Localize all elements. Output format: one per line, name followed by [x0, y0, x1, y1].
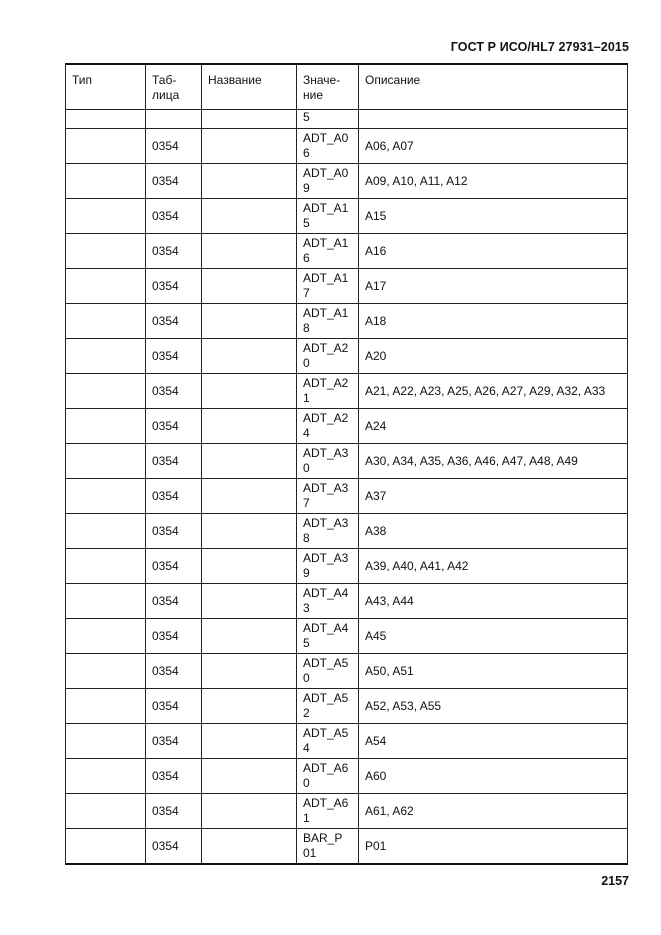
cell-name: [202, 269, 297, 304]
cell-table: 0354: [146, 619, 202, 654]
cell-description: A60: [359, 759, 628, 794]
cell-value: ADT_A3 9: [297, 549, 359, 584]
cell-name: [202, 619, 297, 654]
cell-value: ADT_A4 5: [297, 619, 359, 654]
cell-type: [66, 724, 146, 759]
column-header-table: Таб- лица: [146, 64, 202, 110]
cell-value: BAR_P 01: [297, 829, 359, 865]
cell-value: ADT_A6 1: [297, 794, 359, 829]
cell-type: [66, 339, 146, 374]
cell-value: ADT_A6 0: [297, 759, 359, 794]
codes-table: [65, 63, 628, 865]
table-row: [66, 164, 628, 199]
cell-description: A15: [359, 199, 628, 234]
cell-table: 0354: [146, 584, 202, 619]
cell-table: 0354: [146, 234, 202, 269]
cell-value: ADT_A2 4: [297, 409, 359, 444]
cell-table: 0354: [146, 549, 202, 584]
table-row: [66, 759, 628, 794]
cell-description: A52, A53, A55: [359, 689, 628, 724]
table-row: [66, 444, 628, 479]
table-row-continuation: [66, 110, 628, 129]
cell-type: [66, 269, 146, 304]
table-row: [66, 514, 628, 549]
cell-table: 0354: [146, 374, 202, 409]
cell-type: [66, 584, 146, 619]
page-number: 2157: [601, 874, 629, 888]
cell-description: A20: [359, 339, 628, 374]
cell-description: A24: [359, 409, 628, 444]
table-row: [66, 479, 628, 514]
cell-name: [202, 110, 297, 129]
cell-value: ADT_A2 0: [297, 339, 359, 374]
table-row: [66, 129, 628, 164]
cell-value: ADT_A5 4: [297, 724, 359, 759]
cell-value: ADT_A3 0: [297, 444, 359, 479]
cell-name: [202, 234, 297, 269]
cell-description: P01: [359, 829, 628, 865]
cell-table: [146, 110, 202, 129]
column-header-name: Название: [202, 64, 297, 110]
cell-name: [202, 164, 297, 199]
cell-type: [66, 549, 146, 584]
cell-table: 0354: [146, 829, 202, 865]
cell-description: A54: [359, 724, 628, 759]
cell-value: ADT_A3 7: [297, 479, 359, 514]
cell-description: [359, 110, 628, 129]
cell-name: [202, 479, 297, 514]
cell-name: [202, 339, 297, 374]
cell-type: [66, 654, 146, 689]
cell-type: [66, 479, 146, 514]
cell-description: A17: [359, 269, 628, 304]
cell-type: [66, 164, 146, 199]
cell-type: [66, 304, 146, 339]
table-row: [66, 549, 628, 584]
cell-table: 0354: [146, 654, 202, 689]
cell-type: [66, 829, 146, 865]
cell-type: [66, 234, 146, 269]
cell-description: A06, A07: [359, 129, 628, 164]
cell-name: [202, 199, 297, 234]
cell-type: [66, 374, 146, 409]
table-row: [66, 619, 628, 654]
cell-description: A39, A40, A41, A42: [359, 549, 628, 584]
table-row: [66, 304, 628, 339]
cell-table: 0354: [146, 409, 202, 444]
cell-description: A18: [359, 304, 628, 339]
cell-name: [202, 129, 297, 164]
cell-description: A21, A22, A23, A25, A26, A27, A29, A32, A33: [359, 374, 628, 409]
cell-name: [202, 829, 297, 865]
cell-type: [66, 759, 146, 794]
table-row: [66, 409, 628, 444]
cell-table: 0354: [146, 689, 202, 724]
cell-description: A37: [359, 479, 628, 514]
table-row: [66, 199, 628, 234]
table-row: [66, 584, 628, 619]
table-row: [66, 234, 628, 269]
document-standard-header: ГОСТ Р ИСО/HL7 27931–2015: [450, 40, 629, 54]
cell-value: ADT_A1 8: [297, 304, 359, 339]
cell-type: [66, 409, 146, 444]
cell-type: [66, 110, 146, 129]
cell-value: ADT_A1 5: [297, 199, 359, 234]
cell-value: ADT_A0 6: [297, 129, 359, 164]
column-header-value: Значе- ние: [297, 64, 359, 110]
cell-description: A30, A34, A35, A36, A46, A47, A48, A49: [359, 444, 628, 479]
cell-description: A50, A51: [359, 654, 628, 689]
cell-table: 0354: [146, 724, 202, 759]
cell-type: [66, 689, 146, 724]
cell-value: ADT_A5 0: [297, 654, 359, 689]
cell-table: 0354: [146, 794, 202, 829]
cell-name: [202, 374, 297, 409]
cell-name: [202, 444, 297, 479]
table-row: [66, 689, 628, 724]
cell-type: [66, 129, 146, 164]
cell-table: 0354: [146, 444, 202, 479]
cell-value: ADT_A1 6: [297, 234, 359, 269]
table-row: [66, 374, 628, 409]
cell-value: ADT_A4 3: [297, 584, 359, 619]
cell-name: [202, 514, 297, 549]
cell-value: ADT_A5 2: [297, 689, 359, 724]
cell-table: 0354: [146, 164, 202, 199]
column-header-description: Описание: [359, 64, 628, 110]
cell-name: [202, 794, 297, 829]
cell-description: A61, A62: [359, 794, 628, 829]
cell-table: 0354: [146, 759, 202, 794]
cell-description: A45: [359, 619, 628, 654]
cell-value: ADT_A3 8: [297, 514, 359, 549]
cell-type: [66, 444, 146, 479]
cell-description: A38: [359, 514, 628, 549]
cell-description: A16: [359, 234, 628, 269]
table-row: [66, 269, 628, 304]
cell-value: ADT_A1 7: [297, 269, 359, 304]
cell-table: 0354: [146, 199, 202, 234]
cell-description: A09, A10, A11, A12: [359, 164, 628, 199]
cell-table: 0354: [146, 129, 202, 164]
cell-type: [66, 199, 146, 234]
cell-description: A43, A44: [359, 584, 628, 619]
cell-table: 0354: [146, 514, 202, 549]
table-row: [66, 339, 628, 374]
cell-table: 0354: [146, 304, 202, 339]
cell-name: [202, 654, 297, 689]
cell-value: 5: [297, 110, 359, 129]
cell-value: ADT_A2 1: [297, 374, 359, 409]
cell-name: [202, 409, 297, 444]
table-row: [66, 829, 628, 865]
cell-name: [202, 759, 297, 794]
table-row: [66, 654, 628, 689]
cell-name: [202, 304, 297, 339]
cell-table: 0354: [146, 339, 202, 374]
cell-table: 0354: [146, 269, 202, 304]
table-header-row: [66, 64, 628, 110]
cell-type: [66, 619, 146, 654]
table-row: [66, 794, 628, 829]
table-row: [66, 724, 628, 759]
cell-type: [66, 794, 146, 829]
cell-name: [202, 549, 297, 584]
cell-table: 0354: [146, 479, 202, 514]
cell-name: [202, 584, 297, 619]
cell-type: [66, 514, 146, 549]
cell-name: [202, 689, 297, 724]
column-header-type: Тип: [66, 64, 146, 110]
cell-value: ADT_A0 9: [297, 164, 359, 199]
cell-name: [202, 724, 297, 759]
